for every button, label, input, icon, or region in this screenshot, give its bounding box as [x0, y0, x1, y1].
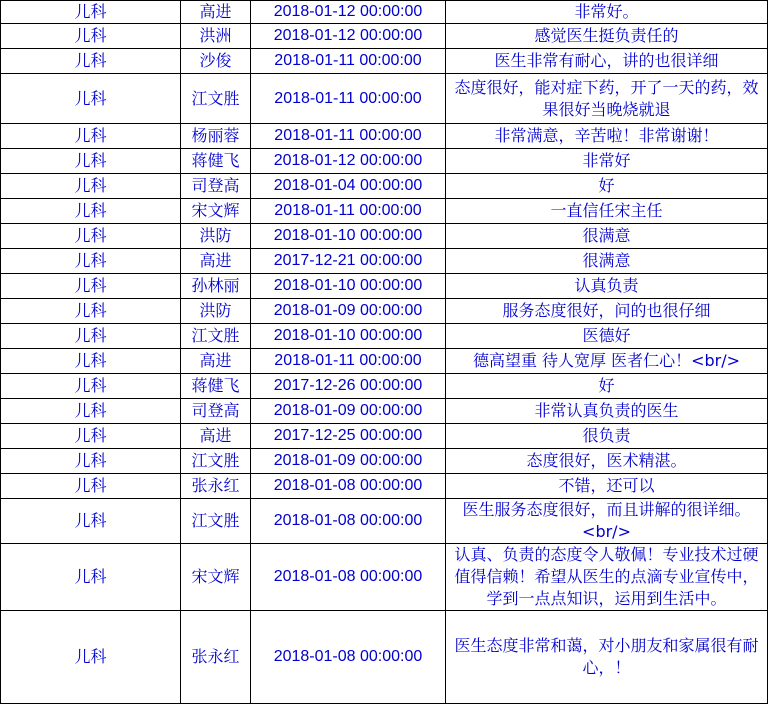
department-cell: 儿科	[1, 424, 181, 449]
date-cell: 2018-01-09 00:00:00	[251, 449, 446, 474]
doctor-cell: 江文胜	[181, 449, 251, 474]
table-row	[1, 224, 768, 249]
table-row	[1, 49, 768, 74]
table-row	[1, 349, 768, 374]
table-row	[1, 24, 768, 49]
date-cell: 2018-01-11 00:00:00	[251, 349, 446, 374]
table-row	[1, 299, 768, 324]
date-cell: 2018-01-08 00:00:00	[251, 544, 446, 611]
doctor-cell: 高进	[181, 249, 251, 274]
department-cell: 儿科	[1, 1, 181, 24]
date-cell: 2018-01-11 00:00:00	[251, 74, 446, 124]
comment-cell: 认真负责	[446, 274, 768, 299]
department-cell: 儿科	[1, 249, 181, 274]
table-row	[1, 544, 768, 611]
date-cell: 2018-01-11 00:00:00	[251, 199, 446, 224]
comment-cell: 德高望重 待人宽厚 医者仁心！<br/>	[446, 349, 768, 374]
comment-cell: 非常好	[446, 149, 768, 174]
doctor-cell: 张永红	[181, 611, 251, 704]
comment-cell: 非常认真负责的医生	[446, 399, 768, 424]
doctor-cell: 宋文辉	[181, 544, 251, 611]
doctor-cell: 高进	[181, 1, 251, 24]
date-cell: 2018-01-12 00:00:00	[251, 149, 446, 174]
department-cell: 儿科	[1, 224, 181, 249]
table-row	[1, 1, 768, 24]
date-cell: 2017-12-26 00:00:00	[251, 374, 446, 399]
comment-cell: 态度很好，能对症下药，开了一天的药，效果很好当晚烧就退	[446, 74, 768, 124]
department-cell: 儿科	[1, 544, 181, 611]
table-row	[1, 399, 768, 424]
doctor-cell: 杨丽蓉	[181, 124, 251, 149]
comment-cell: 好	[446, 374, 768, 399]
department-cell: 儿科	[1, 474, 181, 499]
date-cell: 2018-01-11 00:00:00	[251, 124, 446, 149]
date-cell: 2018-01-12 00:00:00	[251, 24, 446, 49]
doctor-cell: 洪防	[181, 299, 251, 324]
doctor-cell: 孙林丽	[181, 274, 251, 299]
doctor-cell: 司登高	[181, 174, 251, 199]
date-cell: 2018-01-09 00:00:00	[251, 299, 446, 324]
date-cell: 2017-12-21 00:00:00	[251, 249, 446, 274]
comment-cell: 非常好。	[446, 1, 768, 24]
department-cell: 儿科	[1, 324, 181, 349]
department-cell: 儿科	[1, 24, 181, 49]
department-cell: 儿科	[1, 274, 181, 299]
comment-cell: 不错，还可以	[446, 474, 768, 499]
department-cell: 儿科	[1, 349, 181, 374]
table-row	[1, 174, 768, 199]
table-row	[1, 149, 768, 174]
comment-cell: 好	[446, 174, 768, 199]
comment-cell: 医生服务态度很好，而且讲解的很详细。<br/>	[446, 499, 768, 544]
table-row	[1, 74, 768, 124]
table-row	[1, 374, 768, 399]
table-row	[1, 274, 768, 299]
date-cell: 2018-01-08 00:00:00	[251, 474, 446, 499]
date-cell: 2018-01-10 00:00:00	[251, 224, 446, 249]
department-cell: 儿科	[1, 611, 181, 704]
table-row	[1, 199, 768, 224]
doctor-cell: 张永红	[181, 474, 251, 499]
department-cell: 儿科	[1, 174, 181, 199]
comment-cell: 很满意	[446, 224, 768, 249]
date-cell: 2018-01-08 00:00:00	[251, 499, 446, 544]
comment-cell: 一直信任宋主任	[446, 199, 768, 224]
comment-cell: 医生态度非常和蔼，对小朋友和家属很有耐心，！	[446, 611, 768, 704]
date-cell: 2018-01-09 00:00:00	[251, 399, 446, 424]
date-cell: 2018-01-04 00:00:00	[251, 174, 446, 199]
comment-cell: 非常满意，辛苦啦！非常谢谢！	[446, 124, 768, 149]
doctor-cell: 高进	[181, 349, 251, 374]
department-cell: 儿科	[1, 399, 181, 424]
department-cell: 儿科	[1, 199, 181, 224]
comment-cell: 服务态度很好，问的也很仔细	[446, 299, 768, 324]
table-row	[1, 449, 768, 474]
comment-cell: 医德好	[446, 324, 768, 349]
date-cell: 2017-12-25 00:00:00	[251, 424, 446, 449]
doctor-cell: 江文胜	[181, 74, 251, 124]
date-cell: 2018-01-12 00:00:00	[251, 1, 446, 24]
department-cell: 儿科	[1, 449, 181, 474]
doctor-cell: 蒋健飞	[181, 149, 251, 174]
department-cell: 儿科	[1, 149, 181, 174]
doctor-cell: 洪防	[181, 224, 251, 249]
department-cell: 儿科	[1, 124, 181, 149]
comment-cell: 很负责	[446, 424, 768, 449]
department-cell: 儿科	[1, 499, 181, 544]
table-row	[1, 611, 768, 704]
date-cell: 2018-01-08 00:00:00	[251, 611, 446, 704]
comment-cell: 认真、负责的态度令人敬佩！专业技术过硬值得信赖！希望从医生的点滴专业宣传中，学到一点点知识，运用到生活中。	[446, 544, 768, 611]
department-cell: 儿科	[1, 49, 181, 74]
doctor-cell: 江文胜	[181, 499, 251, 544]
date-cell: 2018-01-10 00:00:00	[251, 274, 446, 299]
table-row	[1, 324, 768, 349]
comment-cell: 很满意	[446, 249, 768, 274]
doctor-cell: 蒋健飞	[181, 374, 251, 399]
table-row	[1, 499, 768, 544]
date-cell: 2018-01-10 00:00:00	[251, 324, 446, 349]
doctor-cell: 洪洲	[181, 24, 251, 49]
table-row	[1, 124, 768, 149]
doctor-cell: 高进	[181, 424, 251, 449]
department-cell: 儿科	[1, 374, 181, 399]
comment-cell: 医生非常有耐心，讲的也很详细	[446, 49, 768, 74]
doctor-cell: 宋文辉	[181, 199, 251, 224]
table-row	[1, 474, 768, 499]
date-cell: 2018-01-11 00:00:00	[251, 49, 446, 74]
table-row	[1, 424, 768, 449]
doctor-cell: 江文胜	[181, 324, 251, 349]
comment-cell: 感觉医生挺负责任的	[446, 24, 768, 49]
doctor-cell: 司登高	[181, 399, 251, 424]
reviews-table-body	[1, 1, 768, 704]
department-cell: 儿科	[1, 299, 181, 324]
doctor-cell: 沙俊	[181, 49, 251, 74]
table-row	[1, 249, 768, 274]
comment-cell: 态度很好，医术精湛。	[446, 449, 768, 474]
department-cell: 儿科	[1, 74, 181, 124]
